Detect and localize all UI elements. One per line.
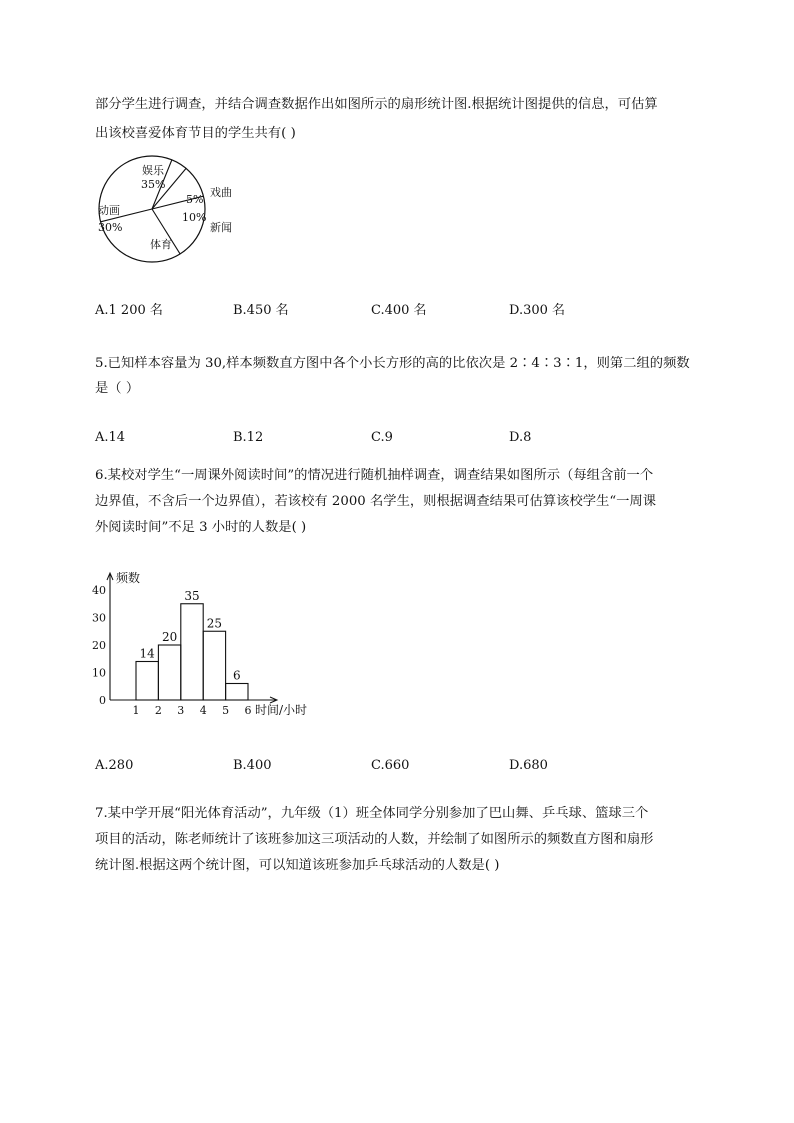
pie-slice-percent: 5% [186,193,204,206]
histogram-bar [203,631,225,700]
q5-option-a[interactable]: A.14 [95,430,126,445]
q5-text-line1: 5.已知样本容量为 30,样本频数直方图中各个小长方形的高的比依次是 2∶4∶3∶1，则第二组的频数 [95,356,690,371]
x-tick-label: 3 [177,704,185,717]
y-tick-label: 10 [92,666,106,680]
y-tick-label: 40 [92,584,106,597]
pie-slice-percent: 10% [182,211,207,224]
pie-slice-percent: 30% [98,221,123,234]
bar-value-label: 14 [139,646,155,661]
y-axis-label: 频数 [116,571,141,585]
y-tick-label: 30 [92,611,106,625]
x-tick-label: 1 [132,704,140,717]
q5-option-b[interactable]: B.12 [233,430,264,445]
q4-text-line2: 出该校喜爱体育节目的学生共有( ) [95,126,296,141]
q7-text-line1: 7.某中学开展“阳光体育活动”，九年级（1）班全体同学分别参加了巴山舞、乒乓球、篮球三个 [95,806,649,821]
q4-option-a[interactable]: A.1 200 名 [95,303,163,318]
q7-text-line2: 项目的活动，陈老师统计了该班参加这三项活动的人数，并绘制了如图所示的频数直方图和扇形 [95,832,654,847]
pie-slice-label: 新闻 [210,221,232,234]
q5-option-c[interactable]: C.9 [371,430,393,445]
y-tick-label: 20 [92,639,106,652]
q6-text-line2: 边界值，不含后一个边界值），若该校有 2000 名学生，则根据调查结果可估算该校学生“一周课 [95,494,657,509]
q4-option-d[interactable]: D.300 名 [509,303,566,318]
q4-text-line1: 部分学生进行调查，并结合调查数据作出如图所示的扇形统计图.根据统计图提供的信息，可估算 [95,97,658,112]
x-tick-label: 5 [222,704,230,717]
histogram-bar [136,662,158,701]
histogram-bar [226,684,248,701]
x-tick-label: 4 [199,704,207,717]
bar-value-label: 6 [232,668,241,683]
pie-slice-label: 体育 [150,238,172,251]
q6-option-b[interactable]: B.400 [233,758,272,773]
y-tick-label: 0 [99,694,106,707]
x-tick-label: 6 [244,704,252,717]
bar-value-label: 25 [206,616,223,631]
bar-value-label: 35 [184,588,200,603]
x-tick-label: 2 [154,704,162,717]
bar-value-label: 20 [161,630,178,644]
pie-slice-percent: 35% [141,178,166,191]
histogram-bar [158,645,180,700]
q6-option-c[interactable]: C.660 [371,758,410,773]
q5-option-d[interactable]: D.8 [509,430,532,445]
q6-text-line3: 外阅读时间”不足 3 小时的人数是( ) [95,520,307,535]
q6-option-a[interactable]: A.280 [95,758,134,773]
q5-text-line2: 是（ ） [95,381,140,396]
pie-slice-label: 娱乐 [142,164,164,177]
x-axis-label: 时间/小时 [255,703,308,717]
pie-slice-label: 动画 [98,204,120,217]
histogram-chart [90,568,330,720]
q6-option-d[interactable]: D.680 [509,758,548,773]
q4-option-b[interactable]: B.450 名 [233,303,289,318]
pie-slice-label: 戏曲 [210,186,232,199]
q4-option-c[interactable]: C.400 名 [371,303,427,318]
pie-chart [90,152,260,272]
q7-text-line3: 统计图.根据这两个统计图，可以知道该班参加乒乓球活动的人数是( ) [95,858,500,873]
q6-text-line1: 6.某校对学生“一周课外阅读时间”的情况进行随机抽样调查，调查结果如图所示（每组含前一个 [95,468,654,483]
histogram-bar [181,604,203,700]
